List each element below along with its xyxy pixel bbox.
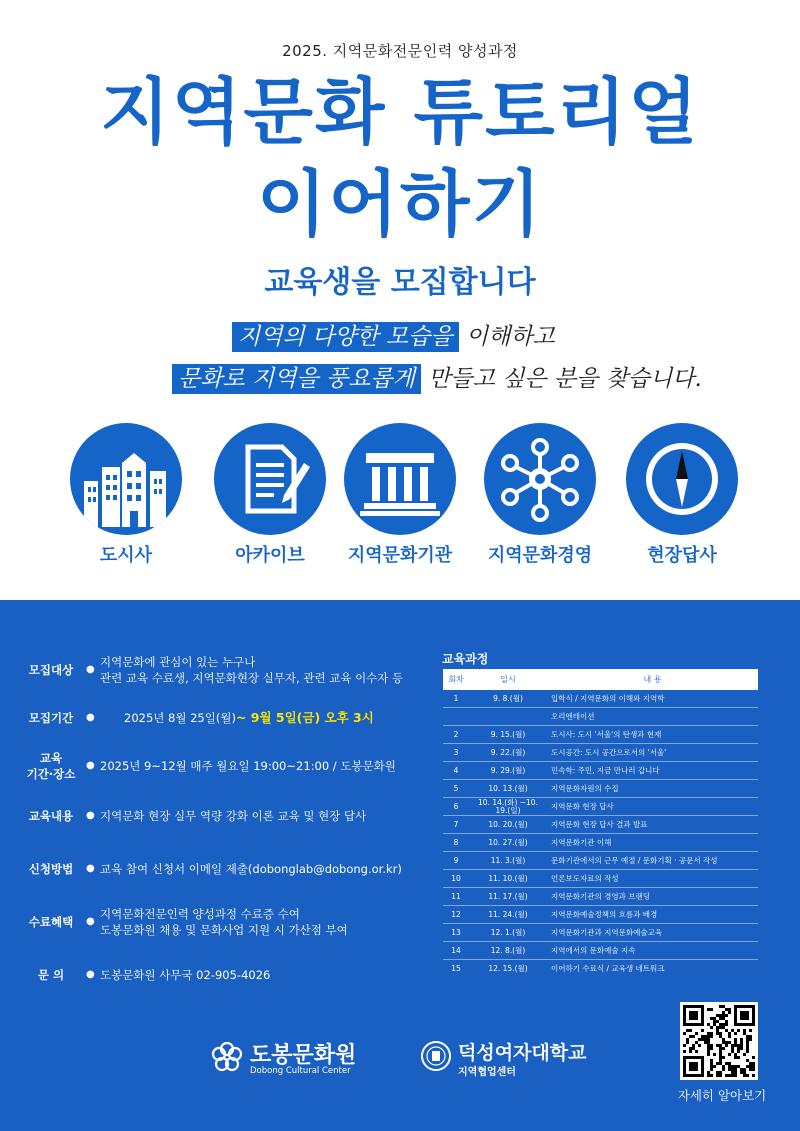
main-title-line1: 지역문화 튜토리얼 [100, 70, 700, 154]
course-date: 10. 14.(화) ~10. 19.(일) [469, 798, 547, 816]
course-no: 1 [443, 690, 469, 708]
org1-en: Dobong Cultural Center [250, 1066, 351, 1076]
course-header: 일시 [469, 669, 547, 690]
course-no: 4 [443, 762, 469, 780]
info-value: 2025년 9~12월 매주 월요일 19:00~21:00 / 도봉문화원 [100, 759, 396, 773]
table-row [443, 888, 758, 906]
course-date: 11. 17.(월) [469, 888, 547, 906]
schedule-label1: 교육 [39, 751, 63, 765]
qr-code-icon [680, 1002, 758, 1080]
course-content: 오리엔테이션 [547, 708, 758, 726]
course-no: 7 [443, 816, 469, 834]
bullet-icon: ● [86, 916, 95, 927]
info-value [124, 710, 464, 726]
course-content: 지역문화기관의 경영과 브랜딩 [547, 888, 758, 906]
course-content: 언론보도자료의 작성 [547, 870, 758, 888]
table-row [443, 834, 758, 852]
info-value: 지역문화 현장 실무 역량 강화 이론 교육 및 현장 답사 [100, 809, 367, 823]
course-content: 지역문화기관과 지역문화예술교육 [547, 924, 758, 942]
course-content: 지역문화 현장 답사 [547, 798, 758, 816]
course-date: 12. 8.(월) [469, 942, 547, 960]
topic-label: 지역문화기관 [347, 545, 453, 566]
course-content: 지역문화자원의 수집 [547, 780, 758, 798]
course-no [443, 708, 469, 726]
course-content: 문화기관에서의 근무 예절 / 문화기획 · 공문서 작성 [547, 852, 758, 870]
course-content: 지역문화기관 이해 [547, 834, 758, 852]
table-row [443, 960, 758, 978]
course-no: 9 [443, 852, 469, 870]
course-date: 11. 24.(월) [469, 906, 547, 924]
course-body [443, 690, 758, 978]
course-date: 9. 15.(월) [469, 726, 547, 744]
bullet-icon: ● [86, 760, 95, 771]
topic-city-history [66, 423, 186, 567]
course-no: 3 [443, 744, 469, 762]
course-content: 입학식 / 지역문화의 이해와 지역학 [547, 690, 758, 708]
topic-field-trip [622, 423, 742, 567]
table-row [443, 924, 758, 942]
table-row [443, 762, 758, 780]
course-table [443, 669, 758, 977]
info-value: 교육 참여 신청서 이메일 제출(dobonglab@dobong.or.kr) [100, 862, 402, 876]
main-title-line2: 이어하기 [256, 162, 544, 246]
table-row [443, 870, 758, 888]
topic-label: 아카이브 [235, 545, 305, 566]
course-content: 지역문화 현장 답사 결과 발표 [547, 816, 758, 834]
topic-cultural-institution [340, 423, 460, 567]
table-row [443, 744, 758, 762]
table-row [443, 798, 758, 816]
course-no: 5 [443, 780, 469, 798]
course-date: 11. 10.(월) [469, 870, 547, 888]
bullet-icon: ● [86, 810, 95, 821]
course-no: 10 [443, 870, 469, 888]
program-subtitle: 2025. 지역문화전문인력 양성과정 [282, 42, 518, 60]
info-label: 문 의 [37, 968, 65, 982]
table-row [443, 852, 758, 870]
course-no: 15 [443, 960, 469, 978]
course-no: 8 [443, 834, 469, 852]
info-label: 수료혜택 [28, 915, 74, 929]
course-no: 13 [443, 924, 469, 942]
table-row [443, 816, 758, 834]
table-row [443, 708, 758, 726]
topic-label: 지역문화경영 [487, 545, 593, 566]
slogan1-rest: 이해하고 [465, 324, 555, 350]
period-end: ~ 9월 5일(금) 오후 3시 [235, 710, 374, 725]
topic-label: 현장답사 [647, 545, 717, 566]
qr-code[interactable] [680, 1002, 758, 1080]
document-pen-icon [214, 423, 326, 535]
course-date: 9. 22.(월) [469, 744, 547, 762]
course-title: 교육과정 [442, 652, 489, 666]
info-label: 모집대상 [28, 663, 74, 677]
benefit-line2: 도봉문화원 채용 및 문화사업 지원 시 가산점 부여 [100, 923, 348, 937]
schedule-label2: 기간·장소 [26, 767, 76, 781]
course-date: 9. 8.(월) [469, 690, 547, 708]
city-buildings-icon [70, 423, 182, 535]
bullet-icon: ● [86, 969, 95, 980]
slogan1-highlight: 지역의 다양한 모습을 [232, 322, 459, 352]
recruit-heading: 교육생을 모집합니다 [264, 265, 536, 300]
benefit-line1: 지역문화전문인력 양성과정 수료증 수여 [100, 907, 300, 921]
table-row [443, 726, 758, 744]
course-no: 14 [443, 942, 469, 960]
period-start: 2025년 8월 25일(월) [124, 711, 236, 725]
bullet-icon: ● [86, 664, 95, 675]
topic-label: 도시사 [99, 545, 153, 566]
course-header: 내 용 [547, 669, 758, 690]
course-date: 9. 29.(월) [469, 762, 547, 780]
course-content: 도시사: 도시 '서울'의 탄생과 현재 [547, 726, 758, 744]
flower-emblem-icon [210, 1040, 244, 1074]
bullet-icon: ● [86, 712, 95, 723]
info-label [20, 750, 82, 782]
course-content: 지역에서의 문화예술 지속 [547, 942, 758, 960]
network-nodes-icon [484, 423, 596, 535]
slogan2-rest: 만들고 싶은 분을 찾습니다. [428, 366, 702, 392]
course-no: 11 [443, 888, 469, 906]
course-date: 10. 27.(월) [469, 834, 547, 852]
course-content: 지역문화예술정책의 흐름과 배경 [547, 906, 758, 924]
info-value [100, 654, 440, 686]
course-date: 11. 3.(월) [469, 852, 547, 870]
course-content: 민속학: 주민, 지금 만나러 갑니다 [547, 762, 758, 780]
course-date: 10. 13.(월) [469, 780, 547, 798]
compass-icon [626, 423, 738, 535]
target-line2: 관련 교육 수료생, 지역문화현장 실무자, 관련 교육 이수자 등 [100, 671, 404, 685]
course-header-row [443, 669, 758, 690]
slogan2-highlight: 문화로 지역을 풍요롭게 [172, 364, 421, 394]
institution-building-icon [344, 423, 456, 535]
table-row [443, 690, 758, 708]
info-label: 신청방법 [28, 862, 74, 876]
course-header: 회차 [443, 669, 469, 690]
table-row [443, 780, 758, 798]
org2-name: 덕성여자대학교 [458, 1042, 587, 1064]
course-content: 이어하기 수료식 / 교육생 네트워크 [547, 960, 758, 978]
course-content: 도시공간: 도시 공간으로서의 '서울' [547, 744, 758, 762]
course-date: 12. 15.(월) [469, 960, 547, 978]
org1-name: 도봉문화원 [250, 1043, 357, 1068]
info-label: 모집기간 [28, 711, 74, 725]
course-date [469, 708, 547, 726]
course-no: 2 [443, 726, 469, 744]
info-label: 교육내용 [28, 809, 74, 823]
table-row [443, 942, 758, 960]
slogan-line2 [172, 360, 702, 393]
info-value: 도봉문화원 사무국 02-905-4026 [100, 968, 271, 982]
course-no: 6 [443, 798, 469, 816]
bullet-icon: ● [86, 863, 95, 874]
more-info-caption: 자세히 알아보기 [677, 1088, 767, 1103]
slogan-line1 [232, 318, 555, 351]
course-no: 12 [443, 906, 469, 924]
course-date: 10. 20.(월) [469, 816, 547, 834]
topic-cultural-management [480, 423, 600, 567]
university-seal-icon [420, 1038, 452, 1074]
info-value [100, 906, 440, 938]
topic-archive [210, 423, 330, 567]
table-row [443, 906, 758, 924]
org2-sub: 지역협업센터 [458, 1067, 516, 1078]
target-line1: 지역문화에 관심이 있는 누구나 [100, 655, 256, 669]
course-date: 12. 1.(월) [469, 924, 547, 942]
